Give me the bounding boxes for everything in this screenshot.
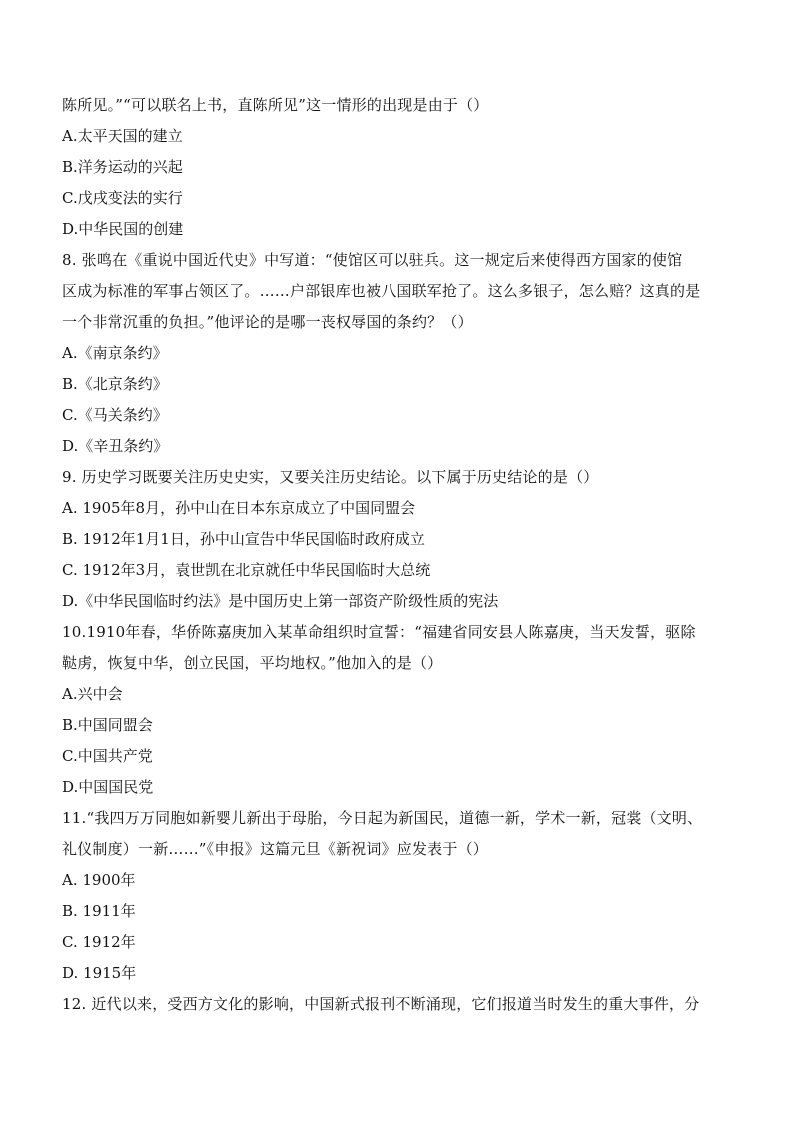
question-7-option-a: A.太平天国的建立 xyxy=(62,127,183,145)
question-10-option-c: C.中国共产党 xyxy=(62,747,153,765)
question-11-option-d: D. 1915年 xyxy=(62,964,137,982)
question-11 xyxy=(62,803,738,989)
exam-page xyxy=(62,90,738,1020)
question-7-stem-tail: 陈所见。”“可以联名上书，直陈所见”这一情形的出现是由于（） xyxy=(62,96,489,114)
question-9-option-b: B. 1912年1月1日，孙中山宣告中华民国临时政府成立 xyxy=(62,530,425,548)
question-9-stem: 9. 历史学习既要关注历史史实，又要关注历史结论。以下属于历史结论的是（） xyxy=(62,468,599,486)
question-10-option-d: D.中国国民党 xyxy=(62,778,154,796)
question-8 xyxy=(62,245,738,462)
question-10 xyxy=(62,617,738,803)
question-11-stem-line-1: 11.“我四万万同胞如新婴儿新出于母胎，今日起为新国民，道德一新，学术一新，冠裳（文明、 xyxy=(62,809,703,827)
question-11-option-c: C. 1912年 xyxy=(62,933,136,951)
question-8-stem-line-2: 区成为标准的军事占领区了。……户部银库也被八国联军抢了。这么多银子，怎么赔？这真的是 xyxy=(62,282,701,300)
question-7-option-c: C.戊戌变法的实行 xyxy=(62,189,183,207)
question-11-stem-line-2: 礼仪制度）一新……”《申报》这篇元旦《新祝词》应发表于（） xyxy=(62,840,488,858)
question-8-stem-line-1: 8. 张鸣在《重说中国近代史》中写道：“使馆区可以驻兵。这一规定后来使得西方国家的使馆 xyxy=(62,251,683,269)
question-10-stem-line-1: 10.1910年春，华侨陈嘉庚加入某革命组织时宣誓：“福建省同安县人陈嘉庚，当天发誓，驱除 xyxy=(62,623,696,641)
question-10-option-b: B.中国同盟会 xyxy=(62,716,153,734)
question-9-option-c: C. 1912年3月，袁世凯在北京就任中华民国临时大总统 xyxy=(62,561,431,579)
question-9 xyxy=(62,462,738,617)
question-11-option-b: B. 1911年 xyxy=(62,902,136,920)
question-7 xyxy=(62,90,738,245)
question-11-option-a: A. 1900年 xyxy=(62,871,136,889)
question-12-stem-line-1: 12. 近代以来，受西方文化的影响，中国新式报刊不断涌现，它们报道当时发生的重大事件，分 xyxy=(62,995,700,1013)
question-12 xyxy=(62,989,738,1020)
question-9-option-d: D.《中华民国临时约法》是中国历史上第一部资产阶级性质的宪法 xyxy=(62,592,499,610)
question-8-option-b: B.《北京条约》 xyxy=(62,375,168,393)
question-8-stem-line-3: 一个非常沉重的负担。”他评论的是哪一丧权辱国的条约？（） xyxy=(62,313,473,331)
question-10-option-a: A.兴中会 xyxy=(62,685,123,703)
question-7-option-d: D.中华民国的创建 xyxy=(62,220,184,238)
question-7-option-b: B.洋务运动的兴起 xyxy=(62,158,183,176)
question-9-option-a: A. 1905年8月，孙中山在日本东京成立了中国同盟会 xyxy=(62,499,416,517)
question-10-stem-line-2: 鞑虏，恢复中华，创立民国，平均地权。”他加入的是（） xyxy=(62,654,443,672)
question-8-option-d: D.《辛丑条约》 xyxy=(62,437,169,455)
question-8-option-a: A.《南京条约》 xyxy=(62,344,168,362)
question-8-option-c: C.《马关条约》 xyxy=(62,406,168,424)
